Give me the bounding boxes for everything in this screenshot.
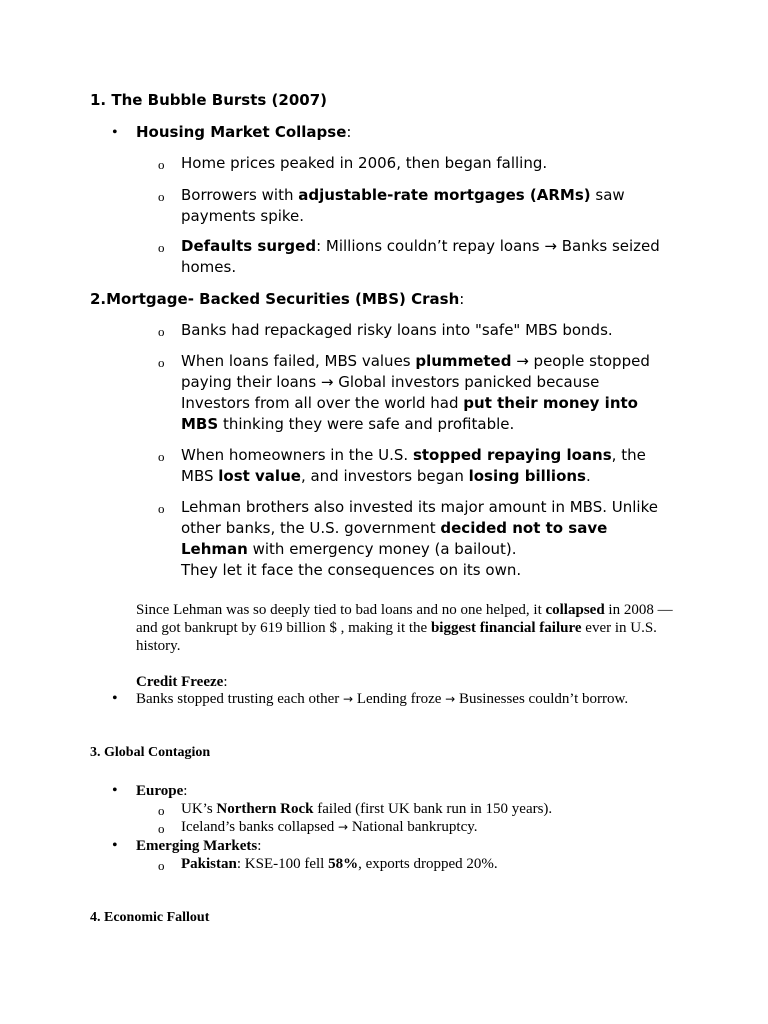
paragraph-text: and got bankrupt by 619 billion $ , making it the — [136, 620, 431, 636]
europe-bold: Europe — [136, 783, 184, 799]
arrow-icon: → — [343, 692, 354, 706]
bullet-circle: o — [158, 803, 165, 818]
defaults-bold: Defaults surged — [181, 237, 317, 255]
housing-collapse-title — [136, 122, 351, 143]
list-item — [181, 153, 547, 174]
emerging-markets-title — [136, 837, 261, 855]
arrow-icon: → — [445, 692, 456, 706]
list-item-text: with emergency money (a bailout). — [247, 540, 517, 558]
credit-freeze-bold: Credit Freeze — [136, 674, 224, 690]
biggest-failure-bold: biggest financial failure — [430, 620, 582, 636]
list-item-text: When loans failed, MBS values — [181, 352, 416, 370]
paragraph-text: Since Lehman was so deeply tied to bad loans and no one helped, it — [136, 602, 546, 618]
credit-freeze-title — [136, 673, 227, 691]
list-item-text: When homeowners in the U.S. — [181, 446, 413, 464]
bullet-circle: o — [158, 157, 165, 172]
europe-colon: : — [183, 783, 188, 799]
list-item-text: Investors from all over the world had — [181, 394, 464, 412]
plummeted-bold: plummeted — [415, 352, 512, 370]
list-item-text: Banks had repackaged risky loans into "safe" MBS bonds. — [181, 321, 613, 339]
section-2-colon: : — [459, 290, 465, 308]
section-2-heading-text: 2.Mortgage- Backed Securities (MBS) Crash — [90, 290, 460, 308]
bullet-dot: • — [112, 124, 118, 141]
pakistan-bold: Pakistan — [181, 856, 237, 872]
list-item-text: , and investors began — [300, 467, 469, 485]
list-item-text: , the — [611, 446, 646, 464]
bullet-circle: o — [158, 501, 165, 516]
list-item-text: other banks, the U.S. government — [181, 519, 441, 537]
collapsed-bold: collapsed — [545, 602, 605, 618]
list-item-text: Borrowers with — [181, 186, 299, 204]
list-item — [181, 800, 552, 818]
section-4-heading — [90, 909, 209, 927]
emerging-markets-bold: Emerging Markets — [136, 838, 258, 854]
paragraph-text: in 2008 — — [604, 602, 673, 618]
list-item-text: Iceland’s banks collapsed — [181, 819, 339, 835]
list-item — [181, 818, 478, 836]
credit-freeze-colon: : — [223, 674, 228, 690]
housing-title-bold: Housing Market Collapse — [136, 123, 347, 141]
list-item — [181, 855, 498, 873]
housing-colon: : — [346, 123, 352, 141]
list-item-text: Lehman brothers also invested its major amount in MBS. Unlike — [181, 498, 658, 516]
list-item-text: paying their loans → Global investors panicked because — [181, 373, 600, 391]
list-item — [181, 351, 650, 435]
list-item-text: → people stopped — [511, 352, 650, 370]
list-item — [181, 497, 658, 581]
losing-billions-bold: losing billions — [468, 467, 586, 485]
lost-value-bold: lost value — [218, 467, 301, 485]
mbs-bold: MBS — [181, 415, 219, 433]
lehman-bold: Lehman — [181, 540, 248, 558]
arrow-icon: → — [338, 820, 349, 834]
list-item-text: thinking they were safe and profitable. — [218, 415, 515, 433]
bullet-circle: o — [158, 189, 165, 204]
list-item-text: Lending froze — [353, 691, 446, 707]
section-2-heading — [90, 289, 464, 310]
bullet-circle: o — [158, 240, 165, 255]
put-money-bold: put their money into — [463, 394, 638, 412]
list-item-text: . — [585, 467, 591, 485]
bullet-circle: o — [158, 449, 165, 464]
list-item-text: homes. — [181, 258, 237, 276]
emerging-colon: : — [257, 838, 262, 854]
bullet-dot: • — [112, 837, 118, 854]
list-item — [181, 185, 625, 227]
europe-title — [136, 782, 187, 800]
section-3-heading-text: 3. Global Contagion — [90, 745, 211, 760]
bullet-circle: o — [158, 324, 165, 339]
percent-bold: 58% — [328, 856, 359, 872]
bullet-circle: o — [158, 821, 165, 836]
list-item-text: UK’s — [181, 801, 217, 817]
list-item-text: : KSE-100 fell — [236, 856, 329, 872]
section-4-heading-text: 4. Economic Fallout — [90, 910, 210, 925]
list-item — [181, 320, 613, 341]
bullet-circle: o — [158, 858, 165, 873]
list-item-text: National bankruptcy. — [348, 819, 478, 835]
bullet-dot: • — [112, 782, 118, 799]
list-item-text: Banks stopped trusting each other — [136, 691, 344, 707]
stopped-repaying-bold: stopped repaying loans — [412, 446, 612, 464]
list-item-text: : Millions couldn’t repay loans → Banks seized — [316, 237, 660, 255]
list-item-text: Businesses couldn’t borrow. — [455, 691, 629, 707]
lehman-paragraph — [136, 601, 673, 655]
list-item-text: failed (first UK bank run in 150 years). — [313, 801, 553, 817]
section-3-heading — [90, 744, 210, 762]
list-item — [181, 445, 646, 487]
list-item-text: MBS — [181, 467, 219, 485]
section-1-heading-text: 1. The Bubble Bursts (2007) — [90, 91, 328, 109]
decided-not-to-save-bold: decided not to save — [440, 519, 608, 537]
paragraph-text: ever in U.S. — [581, 620, 657, 636]
list-item-text: , exports dropped 20%. — [358, 856, 498, 872]
list-item-text: They let it face the consequences on its own. — [181, 561, 522, 579]
bullet-dot: • — [112, 690, 118, 707]
list-item-text: payments spike. — [181, 207, 305, 225]
arms-bold: adjustable-rate mortgages (ARMs) — [298, 186, 591, 204]
list-item-text: Home prices peaked in 2006, then began falling. — [181, 154, 548, 172]
bullet-circle: o — [158, 355, 165, 370]
section-1-heading — [90, 90, 327, 111]
list-item-text: saw — [590, 186, 625, 204]
list-item — [181, 236, 660, 278]
paragraph-text: history. — [136, 638, 181, 654]
list-item — [136, 690, 628, 708]
northern-rock-bold: Northern Rock — [216, 801, 314, 817]
